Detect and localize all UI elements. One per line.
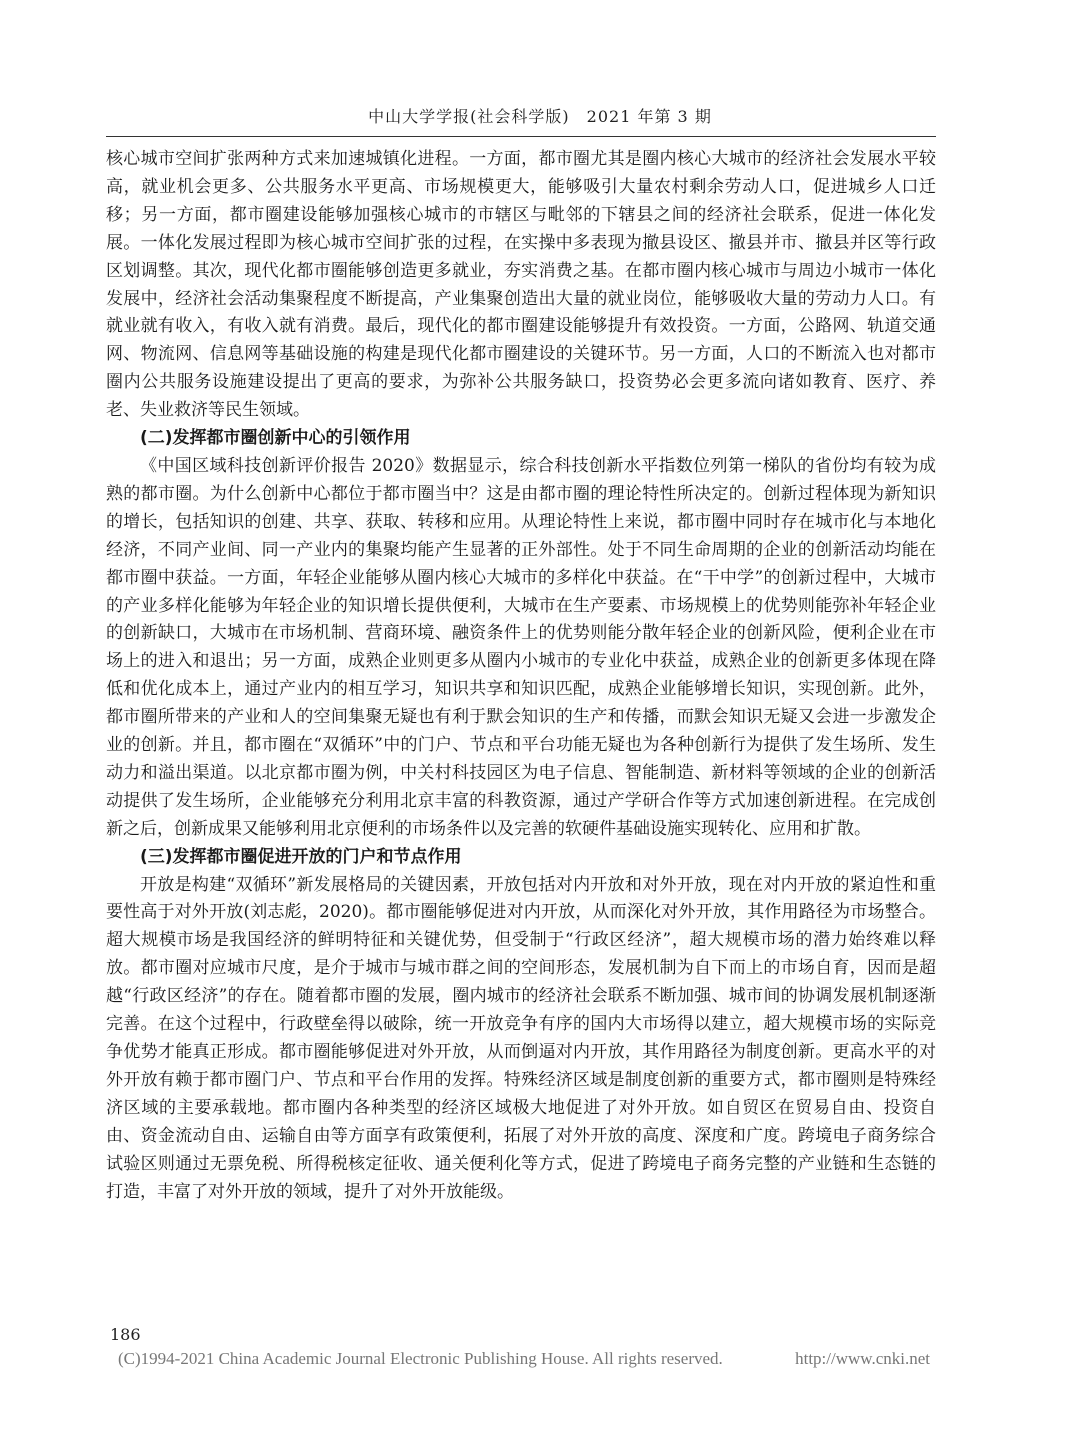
copyright-notice: (C)1994-2021 China Academic Journal Electronic Publishing House. All rights reserved. [118, 1349, 723, 1368]
page-number: 186 [110, 1325, 141, 1344]
running-header: 中山大学学报(社会科学版) 2021 年第 3 期 [368, 107, 712, 126]
body-paragraph-1: 核心城市空间扩张两种方式来加速城镇化进程。一方面，都市圈尤其是圈内核心大城市的经济社会发展水平较高，就业机会更多、公共服务水平更高、市场规模更大，能够吸引大量农村剩余劳动人口，促进城乡人口迁移；另一方面，都市圈建设能够加强核心城市的市辖区与毗邻的下辖县之间的经济社会联系，促进一体化发展。一体化发展过程即为核心城市空间扩张的过程，在实操中多表现为撤县设区、撤县并市、撤县并区等行政区划调整。其次，现代化都市圈能够创造更多就业，夯实消费之基。在都市圈内核心城市与周边小城市一体化发展中，经济社会活动集聚程度不断提高，产业集聚创造出大量的就业岗位，能够吸收大量的劳动力人口。有就业就有收入，有收入就有消费。最后，现代化的都市圈建设能够提升有效投资。一方面，公路网、轨道交通网、物流网、信息网等基础设施的构建是现代化都市圈建设的关键环节。另一方面，人口的不断流入也对都市圈内公共服务设施建设提出了更高的要求，为弥补公共服务缺口，投资势必会更多流向诸如教育、医疗、养老、失业救济等民生领域。 [106, 149, 936, 421]
footer-copyright [118, 1349, 930, 1369]
article-body [106, 146, 936, 1206]
cnki-url: http://www.cnki.net [795, 1349, 930, 1368]
header-rule [106, 136, 936, 137]
body-paragraph-2: 《中国区域科技创新评价报告 2020》数据显示，综合科技创新水平指数位列第一梯队的省份均有较为成熟的都市圈。为什么创新中心都位于都市圈当中？这是由都市圈的理论特性所决定的。创新过程体现为新知识的增长，包括知识的创建、共享、获取、转移和应用。从理论特性上来说，都市圈中同时存在城市化与本地化经济，不同产业间、同一产业内的集聚均能产生显著的正外部性。处于不同生命周期的企业的创新活动均能在都市圈中获益。一方面，年轻企业能够从圈内核心大城市的多样化中获益。在“干中学”的创新过程中，大城市的产业多样化能够为年轻企业的知识增长提供便利，大城市在生产要素、市场规模上的优势则能弥补年轻企业的创新缺口，大城市在市场机制、营商环境、融资条件上的优势则能分散年轻企业的创新风险，便利企业在市场上的进入和退出；另一方面，成熟企业则更多从圈内小城市的专业化中获益，成熟企业的创新更多体现在降低和优化成本上，通过产业内的相互学习，知识共享和知识匹配，成熟企业能够增长知识，实现创新。此外，都市圈所带来的产业和人的空间集聚无疑也有利于默会知识的生产和传播，而默会知识无疑又会进一步激发企业的创新。并且，都市圈在“双循环”中的门户、节点和平台功能无疑也为各种创新行为提供了发生场所、发生动力和溢出渠道。以北京都市圈为例，中关村科技园区为电子信息、智能制造、新材料等领域的企业的创新活动提供了发生场所，企业能够充分利用北京丰富的科教资源，通过产学研合作等方式加速创新进程。在完成创新之后，创新成果又能够利用北京便利的市场条件以及完善的软硬件基础设施实现转化、应用和扩散。 [106, 455, 936, 839]
section-heading-3: (三)发挥都市圈促进开放的门户和节点作用 [140, 846, 462, 867]
section-heading-2: (二)发挥都市圈创新中心的引领作用 [140, 428, 411, 449]
body-paragraph-3: 开放是构建“双循环”新发展格局的关键因素，开放包括对内开放和对外开放，现在对内开放的紧迫性和重要性高于对外开放(刘志彪，2020)。都市圈能够促进对内开放，从而深化对外开放，其作用路径为市场整合。超大规模市场是我国经济的鲜明特征和关键优势，但受制于“行政区经济”，超大规模市场的潜力始终难以释放。都市圈对应城市尺度，是介于城市与城市群之间的空间形态，发展机制为自下而上的市场自育，因而是超越“行政区经济”的存在。随着都市圈的发展，圈内城市的经济社会联系不断加强、城市间的协调发展机制逐渐完善。在这个过程中，行政壁垒得以破除，统一开放竞争有序的国内大市场得以建立，超大规模市场的实际竞争优势才能真正形成。都市圈能够促进对外开放，从而倒逼对内开放，其作用路径为制度创新。更高水平的对外开放有赖于都市圈门户、节点和平台作用的发挥。特殊经济区域是制度创新的重要方式，都市圈则是特殊经济区域的主要承载地。都市圈内各种类型的经济区域极大地促进了对外开放。如自贸区在贸易自由、投资自由、资金流动自由、运输自由等方面享有政策便利，拓展了对外开放的高度、深度和广度。跨境电子商务综合试验区则通过无票免税、所得税核定征收、通关便利化等方式，促进了跨境电子商务完整的产业链和生态链的打造，丰富了对外开放的领域，提升了对外开放能级。 [106, 874, 936, 1202]
